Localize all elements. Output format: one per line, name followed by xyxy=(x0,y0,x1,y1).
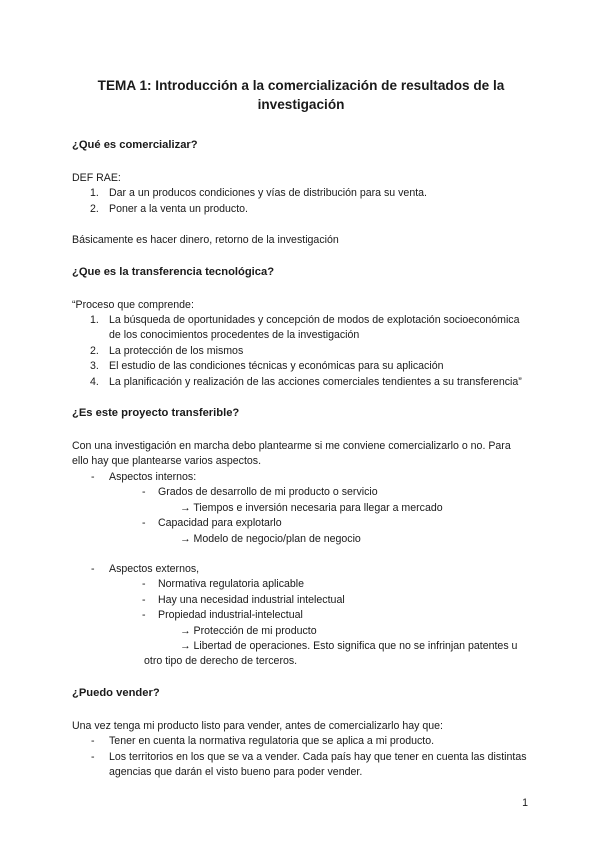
aspects-list-external xyxy=(72,562,530,670)
section-heading-transferencia: ¿Que es la transferencia tecnológica? xyxy=(72,265,275,278)
list-item: - Capacidad para explotarlo xyxy=(142,517,282,530)
process-list xyxy=(72,313,530,390)
continuation-line: otro tipo de derecho de terceros. xyxy=(144,655,298,668)
quote-intro: “Proceso que comprende: xyxy=(72,298,194,311)
list-item: - Aspectos internos: xyxy=(91,470,197,483)
arrow-line: → Protección de mi producto xyxy=(180,624,317,637)
def-label: DEF RAE: xyxy=(72,172,121,184)
document-title: TEMA 1: Introducción a la comercialización de resultados de la investigación xyxy=(97,78,505,112)
list-item: 1. Dar a un producos condiciones y vías de distribución para su venta. xyxy=(90,187,427,200)
section-intro: Con una investigación en marcha debo plantearme si me conviene comercializarlo o no. Para ello hay que plantearse varios aspectos. xyxy=(72,440,511,468)
list-item: - Grados de desarrollo de mi producto o servicio xyxy=(142,486,378,499)
page-number: 1 xyxy=(522,797,528,809)
definition-list xyxy=(72,186,530,217)
arrow-line: → Libertad de operaciones. Esto significa que no se infrinjan patentes u xyxy=(180,639,518,652)
list-item: 4. La planificación y realización de las acciones comerciales tendientes a su transferencia” xyxy=(90,375,522,388)
list-item: - Hay una necesidad industrial intelectual xyxy=(142,593,345,606)
requirements-list xyxy=(72,734,530,780)
list-item: 2. La protección de los mismos xyxy=(90,344,244,357)
list-item: - Tener en cuenta la normativa regulatoria que se aplica a mi producto. xyxy=(91,735,435,748)
arrow-line: → Modelo de negocio/plan de negocio xyxy=(180,532,361,545)
list-item: - Propiedad industrial-intelectual xyxy=(142,609,303,622)
list-item: 2. Poner a la venta un producto. xyxy=(90,202,248,215)
section-heading-transferible: ¿Es este proyecto transferible? xyxy=(72,407,240,420)
list-item: 1. La búsqueda de oportunidades y concepción de modos de explotación socioeconómica de los conocimientos procedentes de la investigación xyxy=(90,314,520,342)
section-heading-comercializar: ¿Qué es comercializar? xyxy=(72,139,198,151)
section-heading-vender: ¿Puedo vender? xyxy=(72,686,160,699)
list-item: - Los territorios en los que se va a vender. Cada país hay que tener en cuenta las distintas agencias que darán el visto bueno para poder vender. xyxy=(91,750,527,778)
section-intro: Una vez tenga mi producto listo para vender, antes de comercializarlo hay que: xyxy=(72,719,443,732)
arrow-line: → Tiempos e inversión necesaria para llegar a mercado xyxy=(180,501,443,514)
aspects-list xyxy=(72,470,530,547)
list-item: - Normativa regulatoria aplicable xyxy=(142,578,305,591)
list-item: 3. El estudio de las condiciones técnicas y económicas para su aplicación xyxy=(90,360,444,373)
summary-text: Básicamente es hacer dinero, retorno de la investigación xyxy=(72,234,339,247)
list-item: - Aspectos externos, xyxy=(91,562,200,575)
